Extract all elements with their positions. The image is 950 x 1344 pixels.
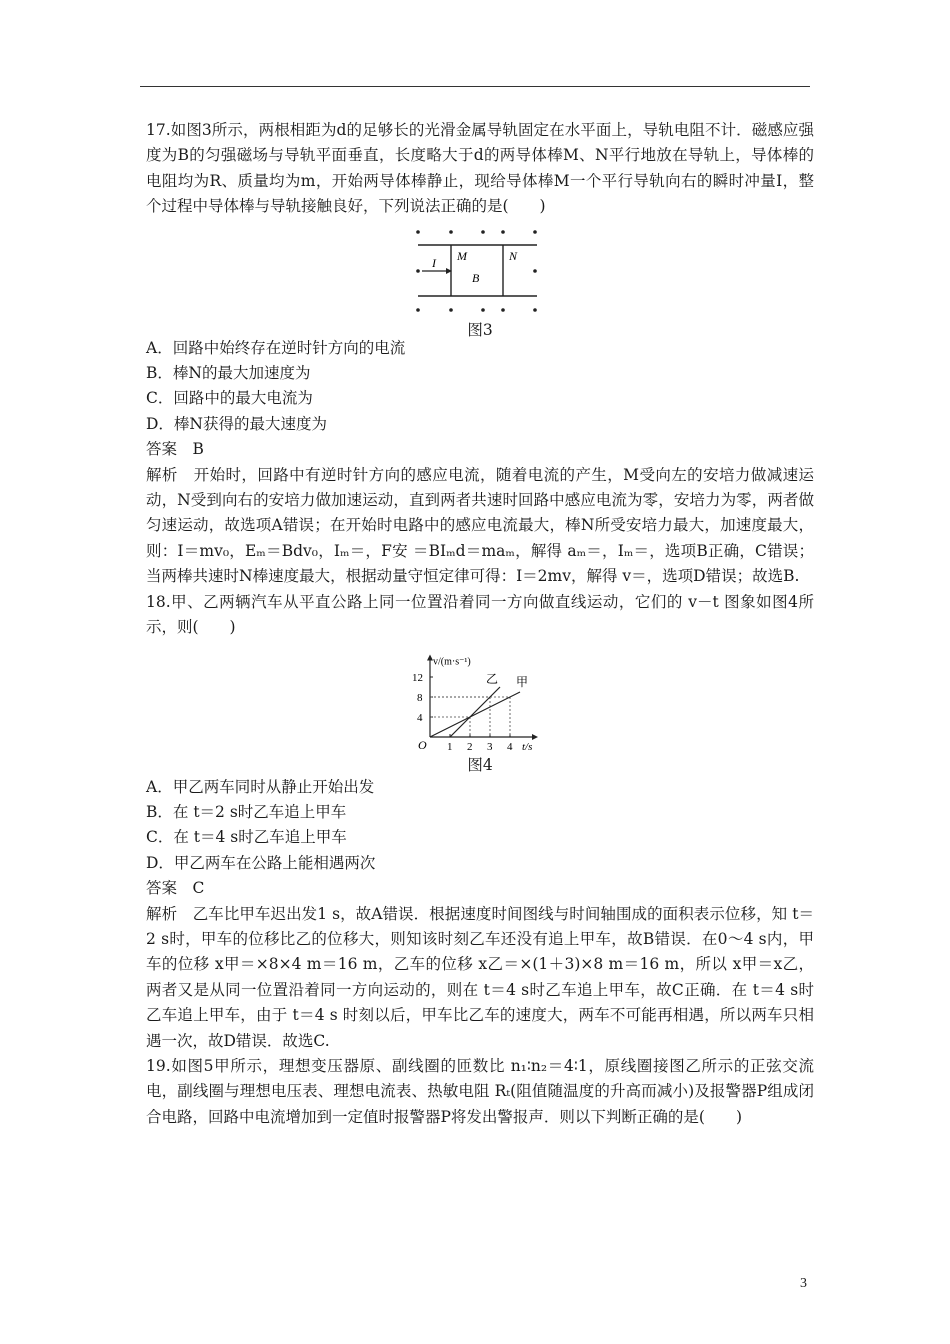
series-jia-line bbox=[430, 692, 520, 737]
series-yi-line bbox=[450, 687, 500, 737]
q17-option-d: D．棒N获得的最大速度为 bbox=[146, 414, 327, 433]
q17-option-c: C．回路中的最大电流为 bbox=[146, 389, 313, 408]
q18-answer: 答案 C bbox=[146, 879, 205, 898]
q18-analysis: 解析 乙车比甲车迟出发1 s，故A错误．根据速度时间图线与时间轴围成的面积表示位移，知 t＝2 s时，甲车的位移比乙的位移大，则知该时刻乙车还没有追上甲车，故B错误．在0～4 s内，甲车的位移 x甲＝×8×4 m＝16 m，乙车的位移 x乙＝×(1＋3)×8 m＝16 m，所以 x甲＝x乙，两者又是从同一位置沿着同一方向运动的，则在 t＝4 s时乙车追上甲车，故C正确．在 t＝4 s时乙车追上甲车，由于 t＝4 s 时刻以后，甲车比乙车的速度大，两车不可能再相遇，所以两车只相遇一次，故D错误．故选C. bbox=[146, 904, 814, 1050]
q18-stem: 18.甲、乙两辆汽车从平直公路上同一位置沿着同一方向做直线运动，它们的 v－t 图象如图4所示，则( ) bbox=[146, 592, 814, 637]
q18-figure bbox=[146, 645, 814, 775]
y-axis-label: v/(m·s⁻¹) bbox=[433, 656, 471, 667]
page-content bbox=[146, 118, 814, 1130]
q19-stem: 19.如图5甲所示，理想变压器原、副线圈的匝数比 n₁∶n₂＝4∶1，原线圈接图乙所示的正弦交流电，副线圈与理想电压表、理想电流表、热敏电阻 Rₜ(阻值随温度的升高而减小)及报警器P组成闭合电路，回路中电流增加到一定值时报警器P将发出警报声．则以下判断正确的是( ) bbox=[146, 1056, 814, 1126]
q17-option-a: A．回路中始终存在逆时针方向的电流 bbox=[146, 338, 406, 357]
series-jia-label: 甲 bbox=[516, 674, 529, 689]
label-n: N bbox=[509, 248, 518, 263]
q17-stem: 17.如图3所示，两根相距为d的足够长的光滑金属导轨固定在水平面上，导轨电阻不计．磁感应强度为B的匀强磁场与导轨平面垂直，长度略大于d的两导体棒M、N平行地放在导轨上，导体棒的电阻均为R、质量均为m，开始两导体棒静止，现给导体棒M一个平行导轨向右的瞬时冲量I，整个过程中导体棒与导轨接触良好，下列说法正确的是( ) bbox=[146, 121, 814, 216]
q18-option-b: B．在 t＝2 s时乙车追上甲车 bbox=[146, 802, 347, 821]
x-tick-label: 3 bbox=[487, 740, 493, 753]
page-number: 3 bbox=[800, 1276, 807, 1291]
x-tick-label: 1 bbox=[447, 740, 453, 753]
label-impulse: I bbox=[432, 255, 436, 270]
label-b: B bbox=[472, 270, 480, 285]
y-tick-label: 4 bbox=[417, 711, 423, 724]
figure-4-caption: 图4 bbox=[467, 755, 493, 774]
y-tick-label: 8 bbox=[417, 691, 423, 704]
label-m: M bbox=[457, 248, 467, 263]
origin-label: O bbox=[418, 737, 427, 752]
q17-analysis: 解析 开始时，回路中有逆时针方向的感应电流，随着电流的产生，M受向左的安培力做减速运动，N受到向右的安培力做加速运动，直到两者共速时回路中感应电流为零，安培力为零，两者做匀速运动，故选项A错误；在开始时电路中的感应电流最大，棒N所受安培力最大，加速度最大，则：I＝mv₀，Eₘ＝Bdv₀，Iₘ＝，F安 ＝BIₘd＝maₘ，解得 aₘ＝，Iₘ＝，选项B正确，C错误；当两棒共速时N棒速度最大，根据动量守恒定律可得：I＝2mv，解得 v＝，选项D错误；故选B. bbox=[146, 465, 814, 586]
x-tick-label: 2 bbox=[467, 740, 473, 753]
q18-option-a: A．甲乙两车同时从静止开始出发 bbox=[146, 777, 375, 796]
q17-answer: 答案 B bbox=[146, 440, 204, 459]
y-tick-label: 12 bbox=[412, 671, 423, 684]
x-axis-arrow bbox=[532, 734, 538, 740]
vt-chart bbox=[146, 645, 814, 755]
q17-figure bbox=[146, 224, 814, 339]
figure-3-caption: 图3 bbox=[467, 320, 493, 339]
q18-option-c: C．在 t＝4 s时乙车追上甲车 bbox=[146, 828, 347, 847]
header-rule bbox=[140, 86, 810, 87]
series-yi-label: 乙 bbox=[486, 671, 499, 686]
q17-option-b: B．棒N的最大加速度为 bbox=[146, 364, 311, 383]
x-axis-label: t/s bbox=[522, 740, 533, 753]
q18-option-d: D．甲乙两车在公路上能相遇两次 bbox=[146, 853, 376, 872]
x-tick-label: 4 bbox=[507, 740, 513, 753]
